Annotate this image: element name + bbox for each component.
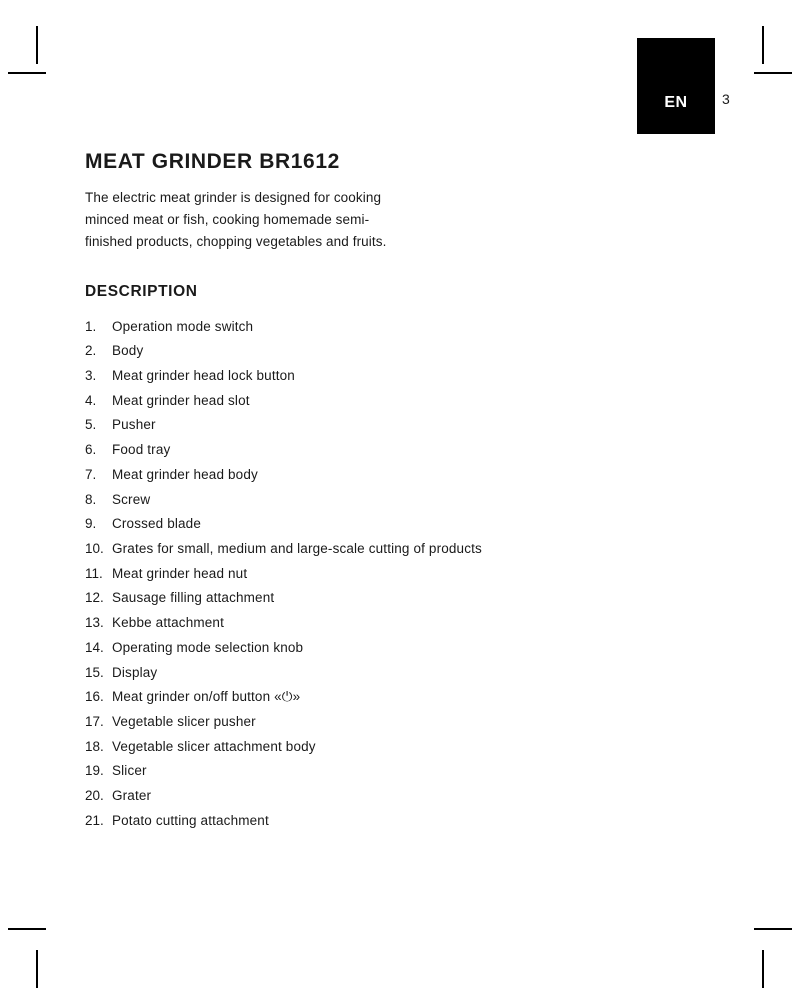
list-item-number: 17.	[85, 713, 104, 729]
list-item-label: Slicer	[112, 763, 147, 779]
list-item	[85, 809, 505, 834]
list-item	[85, 537, 505, 562]
list-item-number: 7.	[85, 466, 97, 482]
list-item-number: 11.	[85, 565, 103, 581]
crop-mark-bottom-right-vertical	[762, 950, 764, 988]
list-item-number: 12.	[85, 590, 104, 606]
list-item	[85, 488, 505, 513]
list-item-label: Meat grinder head body	[112, 466, 258, 482]
crop-mark-top-right-horizontal	[754, 72, 792, 74]
language-tab: EN	[637, 38, 715, 134]
list-item-number: 15.	[85, 664, 104, 680]
list-item	[85, 636, 505, 661]
list-item	[85, 413, 505, 438]
list-item-label: Vegetable slicer pusher	[112, 713, 256, 729]
list-item-number: 20.	[85, 788, 104, 804]
list-item	[85, 438, 505, 463]
list-item-number: 10.	[85, 541, 104, 556]
crop-mark-top-left-horizontal	[8, 72, 46, 74]
list-item-number: 13.	[85, 615, 104, 631]
list-item-label: Vegetable slicer attachment body	[112, 738, 316, 754]
list-item-number: 2.	[85, 343, 97, 359]
parts-list	[85, 315, 505, 834]
list-item	[85, 315, 505, 340]
page-title: MEAT GRINDER BR1612	[85, 150, 340, 173]
list-item-label: Grates for small, medium and large-scale cutting of products	[112, 541, 482, 556]
list-item-number: 4.	[85, 392, 97, 408]
list-item	[85, 389, 505, 414]
crop-mark-top-left-vertical	[36, 26, 38, 64]
crop-mark-bottom-right-horizontal	[754, 928, 792, 930]
list-item	[85, 685, 505, 710]
list-item-number: 6.	[85, 442, 97, 458]
list-item-label: Meat grinder head slot	[112, 392, 250, 408]
list-item-number: 1.	[85, 318, 97, 334]
list-item-number: 18.	[85, 738, 104, 754]
list-item-label: Screw	[112, 491, 151, 507]
list-item	[85, 364, 505, 389]
list-item-label: Operation mode switch	[112, 318, 254, 334]
intro-paragraph: The electric meat grinder is designed for cooking minced meat or fish, cooking homemade semi-finished products, chopping vegetables and fruits.	[85, 190, 387, 249]
list-item-label: Operating mode selection knob	[112, 639, 304, 655]
list-item	[85, 562, 505, 587]
list-item-label: Potato cutting attachment	[112, 812, 269, 828]
crop-mark-top-right-vertical	[762, 26, 764, 64]
list-item-label: Kebbe attachment	[112, 615, 224, 631]
list-item-number: 3.	[85, 368, 97, 384]
section-heading-description: DESCRIPTION	[85, 282, 198, 300]
list-item-number: 21.	[85, 812, 104, 828]
page-number: 3	[722, 91, 730, 107]
list-item	[85, 586, 505, 611]
list-item	[85, 463, 505, 488]
crop-mark-bottom-left-horizontal	[8, 928, 46, 930]
list-item	[85, 661, 505, 686]
list-item-label: Meat grinder on/off button «⏻»	[112, 689, 301, 705]
list-item-number: 9.	[85, 516, 97, 532]
list-item	[85, 710, 505, 735]
list-item-number: 14.	[85, 639, 104, 655]
list-item-label: Display	[112, 664, 158, 680]
list-item-label: Meat grinder head nut	[112, 565, 248, 581]
list-item-label: Sausage filling attachment	[112, 590, 275, 606]
document-content	[85, 150, 505, 833]
list-item	[85, 784, 505, 809]
list-item-number: 8.	[85, 491, 97, 507]
list-item-number: 16.	[85, 689, 104, 705]
list-item-number: 5.	[85, 417, 97, 433]
list-item-label: Meat grinder head lock button	[112, 368, 295, 384]
list-item	[85, 759, 505, 784]
list-item	[85, 611, 505, 636]
list-item	[85, 735, 505, 760]
list-item-label: Grater	[112, 788, 152, 804]
list-item-label: Body	[112, 343, 144, 359]
list-item	[85, 339, 505, 364]
list-item-label: Food tray	[112, 442, 171, 458]
list-item	[85, 512, 505, 537]
list-item-label: Pusher	[112, 417, 156, 433]
list-item-number: 19.	[85, 763, 104, 779]
crop-mark-bottom-left-vertical	[36, 950, 38, 988]
list-item-label: Crossed blade	[112, 516, 202, 532]
